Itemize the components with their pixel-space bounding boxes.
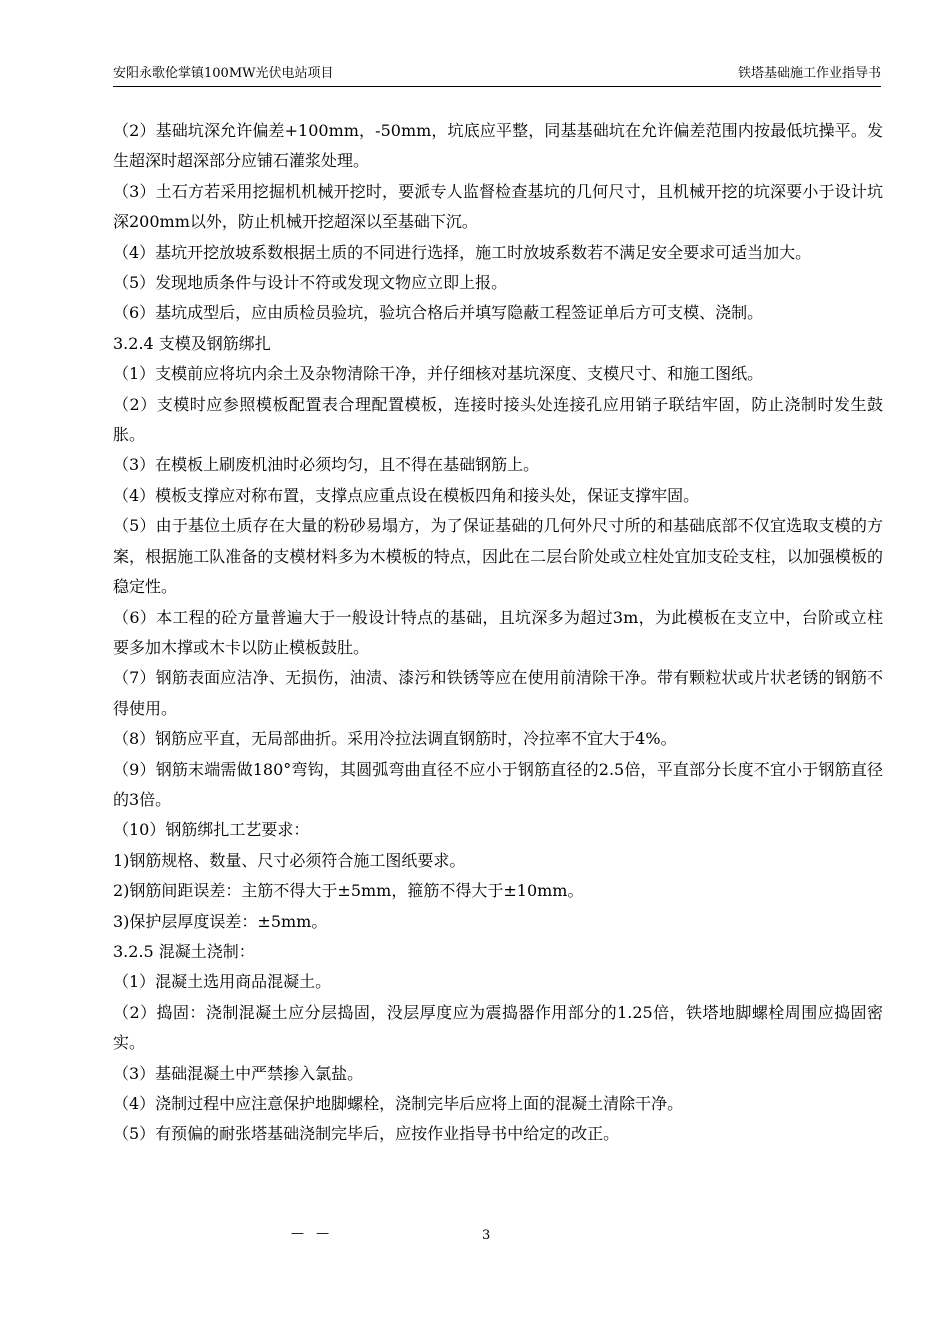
list-item: 3)保护层厚度误差：±5mm。: [113, 911, 328, 931]
list-item: 2)钢筋间距误差：主筋不得大于±5mm，箍筋不得大于±10mm。: [113, 881, 584, 901]
header-document-title: 铁塔基础施工作业指导书: [737, 66, 881, 81]
paragraph: （2）基础坑深允许偏差+100mm，-50mm，坑底应平整，同基基础坑在允许偏差范围内按最低坑操平。发生超深时超深部分应铺石灌浆处理。: [113, 121, 883, 171]
paragraph: （1）支模前应将坑内余土及杂物清除干净，并仔细核对基坑深度、支模尺寸、和施工图纸。: [113, 364, 764, 384]
page-number: 3: [482, 1228, 491, 1243]
document-body: [113, 116, 883, 1150]
paragraph: （8）钢筋应平直，无局部曲折。采用冷拉法调直钢筋时，冷拉率不宜大于4%。: [113, 729, 677, 749]
paragraph: （7）钢筋表面应洁净、无损伤，油渍、漆污和铁锈等应在使用前清除干净。带有颗粒状或片状老锈的钢筋不得使用。: [113, 668, 883, 718]
paragraph: （2）支模时应参照模板配置表合理配置模板，连接时接头处连接孔应用销子联结牢固，防止浇制时发生鼓胀。: [113, 394, 883, 445]
header-project-title: 安阳永歌伦掌镇100MW光伏电站项目: [113, 66, 334, 81]
list-item: 1)钢筋规格、数量、尺寸必须符合施工图纸要求。: [113, 850, 466, 870]
section-heading: 3.2.4 支模及钢筋绑扎: [113, 333, 271, 353]
section-heading: 3.2.5 混凝土浇制：: [113, 941, 255, 961]
paragraph: （1）混凝土选用商品混凝土。: [113, 972, 332, 992]
paragraph: （4）浇制过程中应注意保护地脚螺栓，浇制完毕后应将上面的混凝土清除干净。: [113, 1094, 684, 1113]
paragraph: （4）模板支撑应对称布置，支撑点应重点设在模板四角和接头处，保证支撑牢固。: [113, 485, 700, 505]
paragraph: （3）基础混凝土中严禁掺入氯盐。: [113, 1063, 364, 1083]
paragraph: （6）本工程的砼方量普遍大于一般设计特点的基础，且坑深多为超过3m，为此模板在支立中，台阶或立柱要多加木撑或木卡以防止模板鼓肚。: [113, 607, 883, 657]
paragraph: （5）由于基位土质存在大量的粉砂易塌方，为了保证基础的几何外尺寸所的和基础底部不仅宜选取支模的方案，根据施工队准备的支模材料多为木模板的特点，因此在二层台阶处或立柱处宜加支砼支柱，以加强模板的稳定性。: [113, 516, 883, 597]
paragraph: （5）有预偏的耐张塔基础浇制完毕后，应按作业指导书中给定的改正。: [113, 1124, 620, 1144]
paragraph: （3）土石方若采用挖掘机机械开挖时，要派专人监督检查基坑的几何尺寸，且机械开挖的坑深要小于设计坑深200mm以外，防止机械开挖超深以至基础下沉。: [113, 181, 883, 232]
page-header: [113, 64, 881, 87]
paragraph: （6）基坑成型后，应由质检员验坑，验坑合格后并填写隐蔽工程签证单后方可支模、浇制。: [113, 303, 764, 323]
paragraph: （10）钢筋绑扎工艺要求：: [113, 820, 310, 840]
paragraph: （4）基坑开挖放坡系数根据土质的不同进行选择，施工时放坡系数若不满足安全要求可适当加大。: [113, 242, 812, 262]
paragraph: （3）在模板上刷废机油时必须均匀，且不得在基础钢筋上。: [113, 455, 540, 475]
paragraph: （9）钢筋末端需做180°弯钩，其圆弧弯曲直径不应小于钢筋直径的2.5倍，平直部分长度不宜小于钢筋直径的3倍。: [113, 759, 883, 809]
paragraph: （5）发现地质条件与设计不符或发现文物应立即上报。: [113, 273, 508, 293]
page-footer: [0, 1226, 950, 1250]
footer-dash: — —: [291, 1226, 334, 1241]
paragraph: （2）捣固：浇制混凝土应分层捣固，没层厚度应为震捣器作用部分的1.25倍，铁塔地脚螺栓周围应捣固密实。: [113, 1002, 883, 1053]
